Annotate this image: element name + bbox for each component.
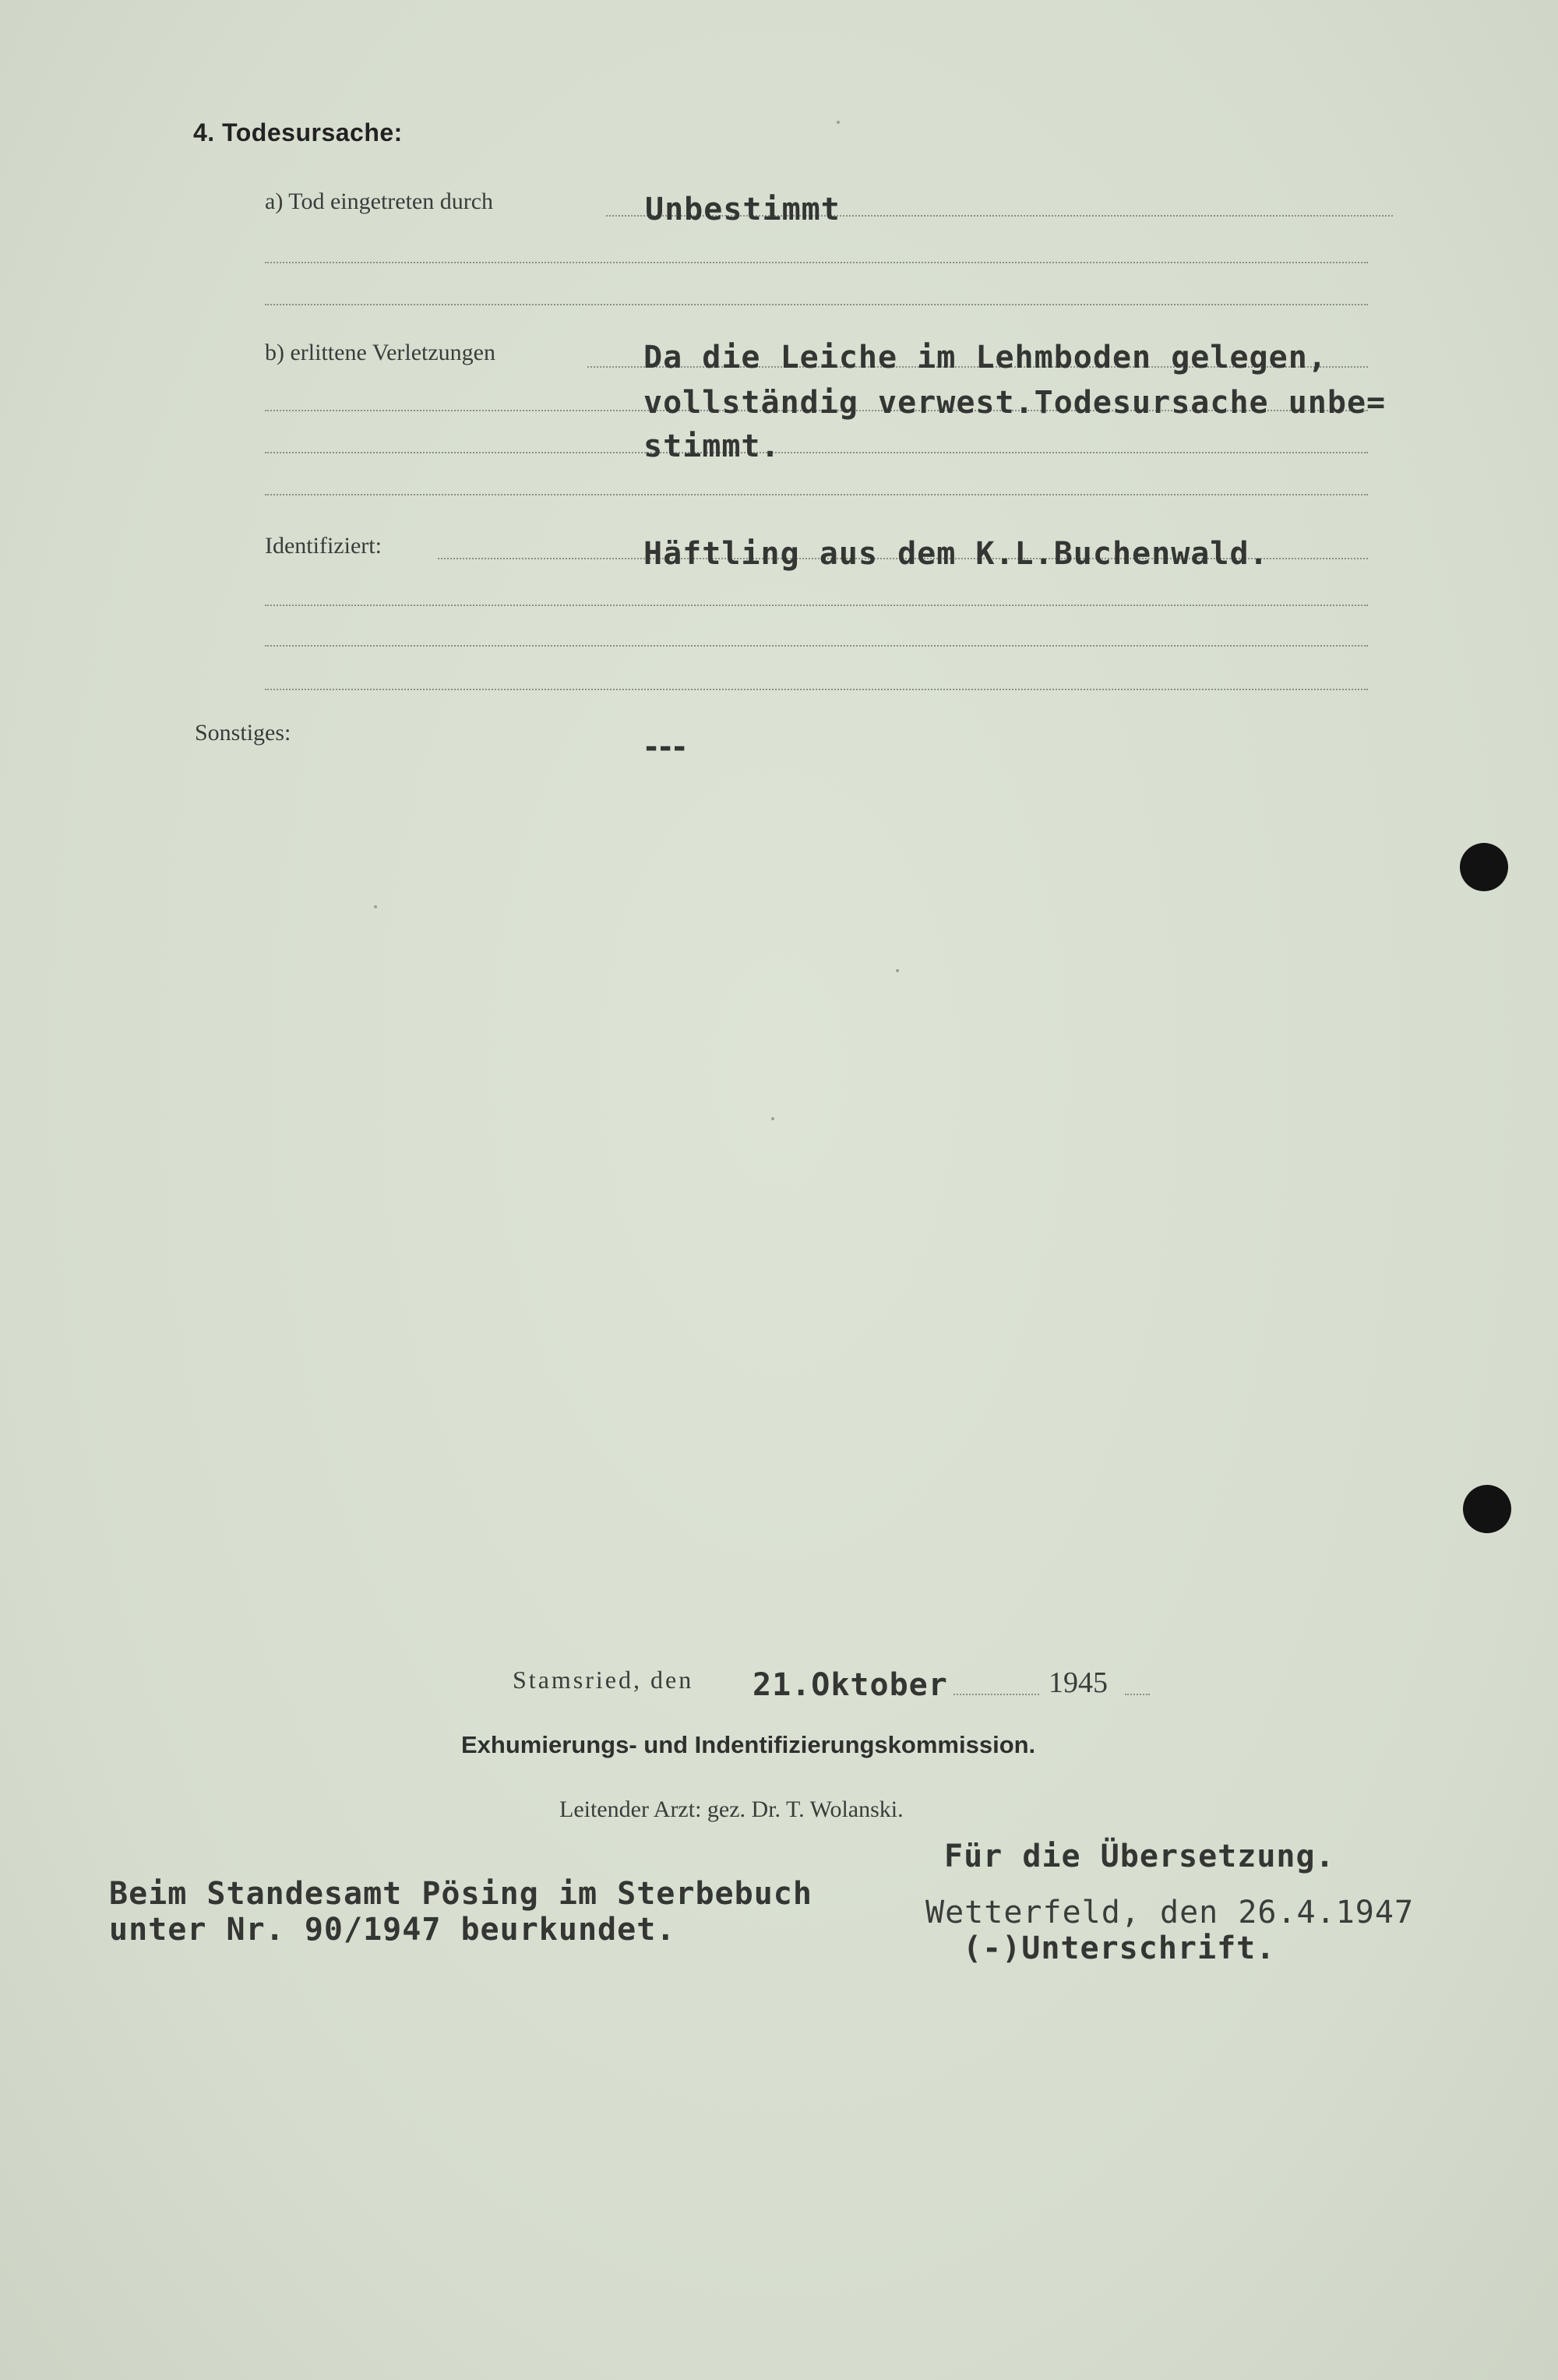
place-prefix: Stamsried, den — [513, 1666, 694, 1694]
registry-note-line-2: unter Nr. 90/1947 beurkundet. — [109, 1912, 676, 1948]
section-heading: 4. Todesursache: — [193, 118, 403, 146]
punch-hole-top — [1460, 843, 1508, 891]
other-value: --- — [642, 729, 685, 765]
other-label: Sonstiges: — [195, 720, 291, 746]
translation-note-line-1: Für die Übersetzung. — [944, 1839, 1335, 1874]
translation-note-line-3: (-)Unterschrift. — [963, 1930, 1276, 1966]
year-dotted-line — [1125, 1694, 1150, 1695]
injuries-dotted-line-3 — [265, 452, 1368, 453]
injuries-line-2: vollständig verwest.Todesursache unbe= — [643, 385, 1387, 421]
translation-note-line-2: Wetterfeld, den 26.4.1947 — [925, 1895, 1415, 1930]
commission-name: Exhumierungs- und Indentifizierungskommission. — [461, 1731, 1036, 1758]
cause-extra-line-2 — [265, 304, 1368, 305]
identified-extra-line-2 — [265, 645, 1368, 647]
cause-label: a) Tod eingetreten durch — [265, 189, 494, 214]
signature-date: 21.Oktober — [753, 1667, 948, 1703]
injuries-dotted-line-4 — [265, 494, 1368, 495]
injuries-line-3: stimmt. — [643, 428, 781, 464]
punch-hole-bottom — [1463, 1485, 1511, 1533]
date-dotted-line — [953, 1694, 1039, 1695]
doctor-signature: Leitender Arzt: gez. Dr. T. Wolanski. — [559, 1796, 904, 1822]
cause-value: Unbestimmt — [645, 192, 841, 227]
paper-speck — [374, 905, 377, 908]
identified-extra-line-1 — [265, 605, 1368, 606]
injuries-label: b) erlittene Verletzungen — [265, 340, 495, 365]
identified-label: Identifiziert: — [265, 533, 382, 559]
cause-extra-line-1 — [265, 262, 1368, 263]
injuries-line-1: Da die Leiche im Lehmboden gelegen, — [643, 340, 1327, 376]
paper-speck — [837, 121, 840, 124]
identified-value: Häftling aus dem K.L.Buchenwald. — [643, 536, 1269, 572]
signature-year: 1945 — [1049, 1666, 1108, 1699]
identified-extra-line-3 — [265, 689, 1368, 690]
registry-note-line-1: Beim Standesamt Pösing im Sterbebuch — [109, 1876, 812, 1912]
paper-speck — [771, 1117, 774, 1120]
paper-speck — [896, 969, 899, 972]
